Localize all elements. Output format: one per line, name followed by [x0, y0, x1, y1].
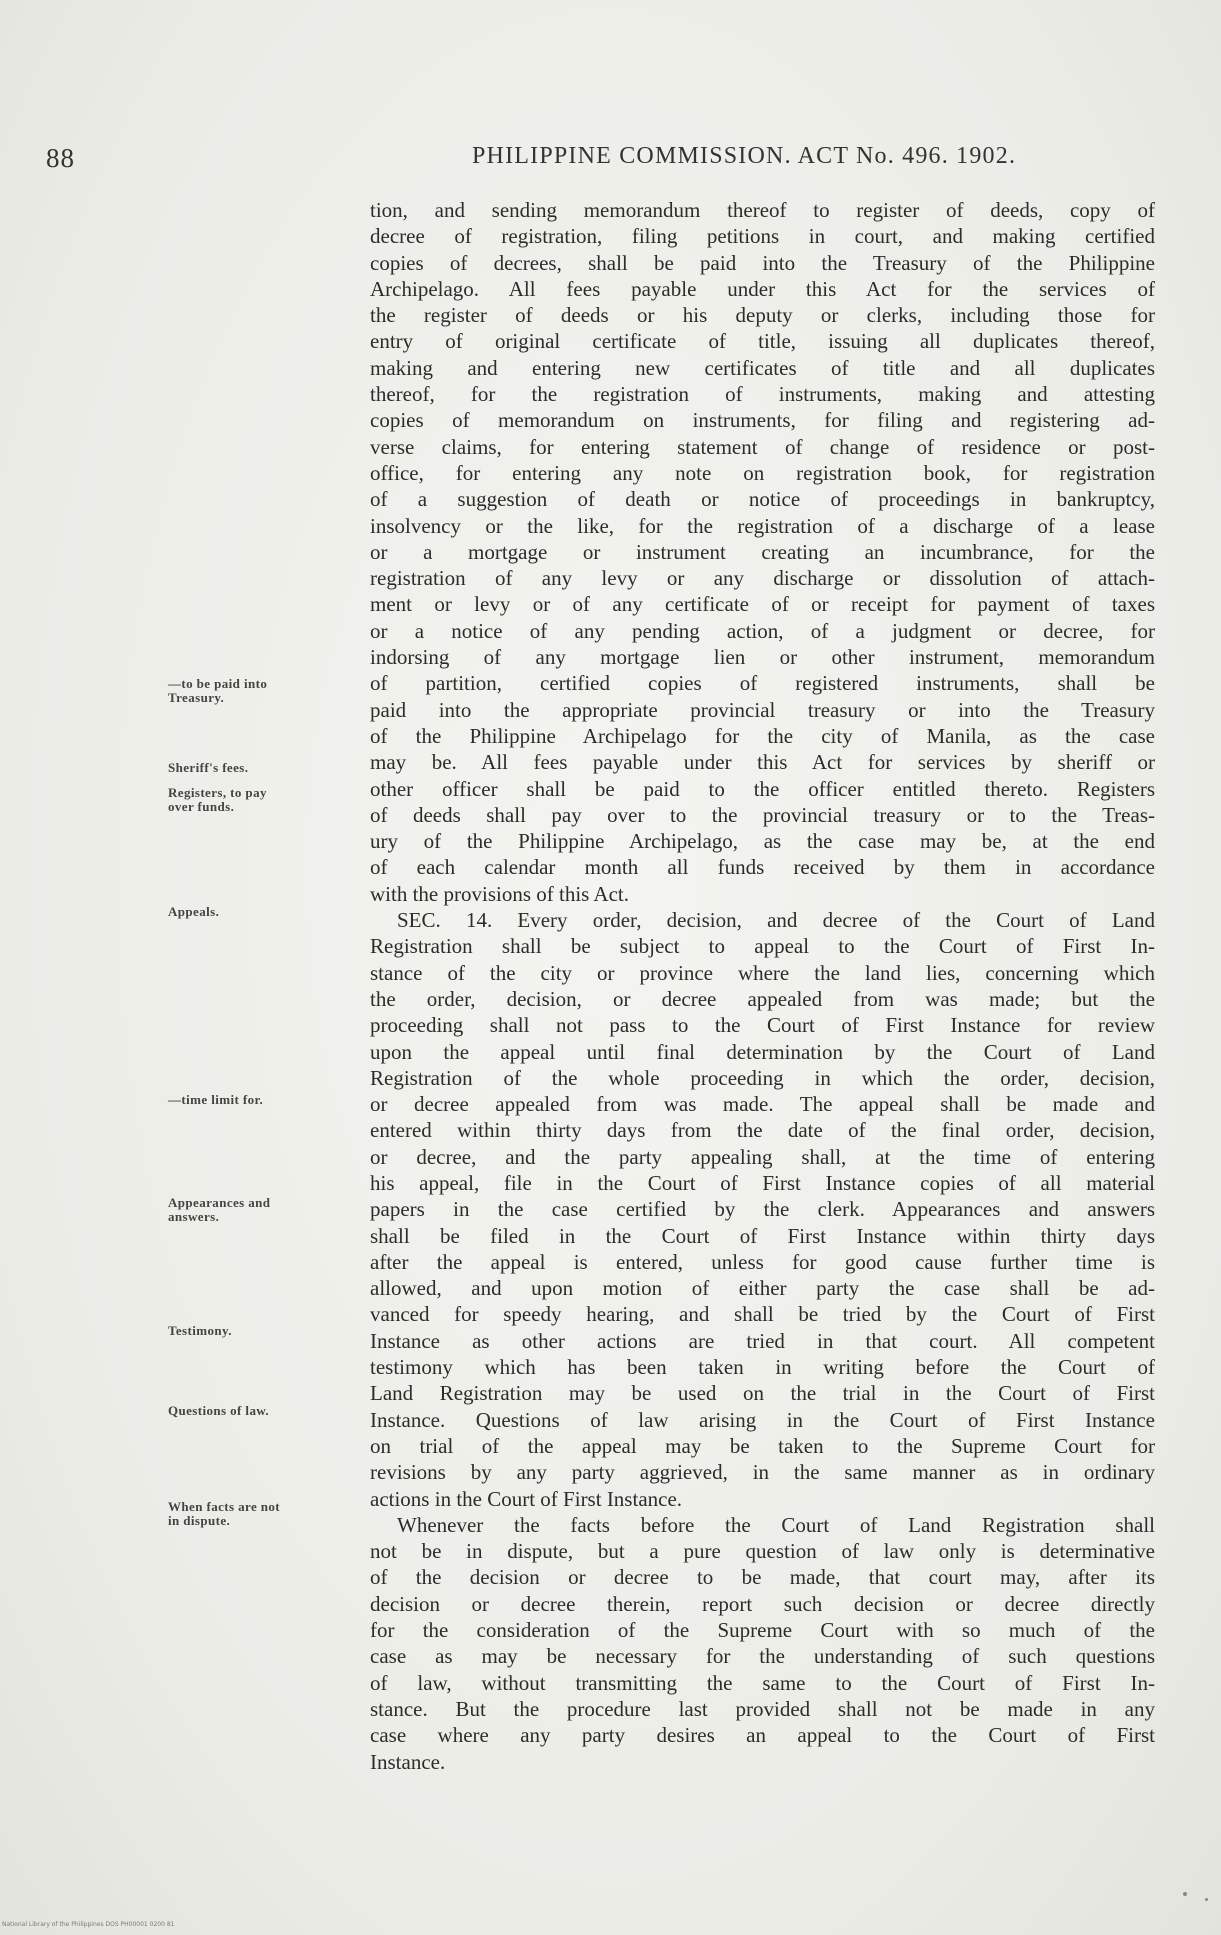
- text-line: or a notice of any pending action, of a judgment or decree, for: [370, 618, 1155, 643]
- text-line: of partition, certified copies of registered instruments, shall be: [370, 671, 1155, 696]
- margin-note: [168, 1093, 368, 1107]
- margin-note-line: —to be paid into: [168, 676, 268, 691]
- text-line: making and entering new certificates of title and all duplicates: [370, 355, 1155, 380]
- text-line: testimony which has been taken in writing before the Court of: [370, 1355, 1155, 1380]
- text-line: of the Philippine Archipelago for the city of Manila, as the case: [370, 723, 1155, 748]
- text-line: decision or decree therein, report such decision or decree directly: [370, 1591, 1155, 1616]
- text-line: proceeding shall not pass to the Court of First Instance for review: [370, 1013, 1155, 1038]
- text-line: allowed, and upon motion of either party the case shall be ad-: [370, 1276, 1155, 1301]
- margin-note-line: Appeals.: [168, 904, 220, 919]
- scan-speck: [1205, 1898, 1208, 1901]
- text-line: of the decision or decree to be made, that court may, after its: [370, 1565, 1155, 1590]
- text-line: papers in the case certified by the clerk. Appearances and answers: [370, 1197, 1155, 1222]
- text-line: for the consideration of the Supreme Court with so much of the: [370, 1618, 1155, 1643]
- margin-note: [168, 677, 368, 705]
- text-line: or decree appealed from was made. The appeal shall be made and: [370, 1092, 1155, 1117]
- text-line: tion, and sending memorandum thereof to register of deeds, copy of: [370, 198, 1155, 222]
- text-line: the register of deeds or his deputy or clerks, including those for: [370, 303, 1155, 328]
- text-line: his appeal, file in the Court of First Instance copies of all material: [370, 1170, 1155, 1195]
- text-line: Instance.: [370, 1749, 446, 1774]
- text-line: case where any party desires an appeal to the Court of First: [370, 1723, 1155, 1748]
- text-line: Whenever the facts before the Court of Land Registration shall: [397, 1512, 1155, 1537]
- text-line: indorsing of any mortgage lien or other instrument, memorandum: [370, 645, 1155, 670]
- text-line: actions in the Court of First Instance.: [370, 1486, 683, 1511]
- text-line: Registration shall be subject to appeal to the Court of First In-: [370, 934, 1155, 959]
- margin-note: [168, 761, 368, 775]
- text-line: shall be filed in the Court of First Instance within thirty days: [370, 1223, 1155, 1248]
- margin-note: [168, 1196, 368, 1224]
- text-line: or decree, and the party appealing shall, at the time of entering: [370, 1144, 1155, 1169]
- text-line: copies of decrees, shall be paid into the Treasury of the Philippine: [370, 250, 1155, 275]
- text-line: verse claims, for entering statement of change of residence or post-: [370, 434, 1155, 459]
- text-line: decree of registration, filing petitions in court, and making certified: [370, 224, 1155, 249]
- scan-speck: [1183, 1892, 1187, 1896]
- margin-note-line: —time limit for.: [168, 1092, 264, 1107]
- text-line: Registration of the whole proceeding in which the order, decision,: [370, 1065, 1155, 1090]
- margin-note: [168, 1404, 368, 1418]
- scan-credit: National Library of the Philippines DOS PH00001 0200 81: [2, 1921, 175, 1928]
- text-line: may be. All fees payable under this Act for services by sheriff or: [370, 750, 1155, 775]
- running-head: PHILIPPINE COMMISSION. ACT No. 496. 1902.: [472, 143, 1017, 169]
- text-line: case as may be necessary for the understanding of such questions: [370, 1644, 1155, 1669]
- text-line: Instance as other actions are tried in that court. All competent: [370, 1328, 1155, 1353]
- text-line: or a mortgage or instrument creating an incumbrance, for the: [370, 539, 1155, 564]
- margin-note: [168, 905, 368, 919]
- text-line: entered within thirty days from the date of the final order, decision,: [370, 1118, 1155, 1143]
- margin-note: [168, 1324, 368, 1338]
- margin-note-line: When facts are not: [168, 1499, 281, 1514]
- margin-note-line: Sheriff's fees.: [168, 760, 249, 775]
- margin-note-line: Appearances and: [168, 1195, 271, 1210]
- margin-note-line: Treasury.: [168, 690, 225, 705]
- text-line: registration of any levy or any discharge or dissolution of attach-: [370, 566, 1155, 591]
- text-line: of a suggestion of death or notice of proceedings in bankruptcy,: [370, 487, 1155, 512]
- text-line: revisions by any party aggrieved, in the same manner as in ordinary: [370, 1460, 1155, 1485]
- text-line: on trial of the appeal may be taken to the Supreme Court for: [370, 1433, 1155, 1458]
- text-line: Instance. Questions of law arising in the Court of First Instance: [370, 1407, 1155, 1432]
- margin-note-line: in dispute.: [168, 1513, 231, 1528]
- margin-note: [168, 1500, 368, 1528]
- text-line: of law, without transmitting the same to the Court of First In-: [370, 1670, 1155, 1695]
- text-line: ment or levy or of any certificate of or receipt for payment of taxes: [370, 592, 1155, 617]
- text-line: vanced for speedy hearing, and shall be tried by the Court of First: [370, 1302, 1155, 1327]
- text-line: insolvency or the like, for the registration of a discharge of a lease: [370, 513, 1155, 538]
- text-line: copies of memorandum on instruments, for filing and registering ad-: [370, 408, 1155, 433]
- text-line: the order, decision, or decree appealed from was made; but the: [370, 986, 1155, 1011]
- body-text: [370, 197, 1155, 1775]
- text-line: other officer shall be paid to the officer entitled thereto. Registers: [370, 776, 1155, 801]
- text-line: stance of the city or province where the land lies, concerning which: [370, 960, 1155, 985]
- text-line: SEC. 14. Every order, decision, and decree of the Court of Land: [397, 908, 1155, 933]
- text-line: of deeds shall pay over to the provincial treasury or to the Treas-: [370, 802, 1155, 827]
- text-line: entry of original certificate of title, issuing all duplicates thereof,: [370, 329, 1155, 354]
- text-line: office, for entering any note on registration book, for registration: [370, 460, 1155, 485]
- margin-note-line: Testimony.: [168, 1323, 232, 1338]
- text-line: of each calendar month all funds received by them in accordance: [370, 855, 1155, 880]
- text-line: stance. But the procedure last provided shall not be made in any: [370, 1696, 1155, 1721]
- margin-note-line: Questions of law.: [168, 1403, 270, 1418]
- text-line: upon the appeal until final determination by the Court of Land: [370, 1039, 1155, 1064]
- text-line: with the provisions of this Act.: [370, 881, 629, 906]
- margin-note-line: over funds.: [168, 799, 235, 814]
- text-line: ury of the Philippine Archipelago, as the case may be, at the end: [370, 829, 1155, 854]
- margin-note-line: Registers, to pay: [168, 785, 267, 800]
- text-line: not be in dispute, but a pure question of law only is determinative: [370, 1539, 1155, 1564]
- text-line: Land Registration may be used on the trial in the Court of First: [370, 1381, 1155, 1406]
- text-line: after the appeal is entered, unless for good cause further time is: [370, 1249, 1155, 1274]
- margin-note: [168, 786, 368, 814]
- margin-note-line: answers.: [168, 1209, 220, 1224]
- text-line: paid into the appropriate provincial treasury or into the Treasury: [370, 697, 1155, 722]
- page-number: 88: [46, 143, 75, 173]
- text-line: Archipelago. All fees payable under this Act for the services of: [370, 276, 1155, 301]
- text-line: thereof, for the registration of instruments, making and attesting: [370, 382, 1155, 407]
